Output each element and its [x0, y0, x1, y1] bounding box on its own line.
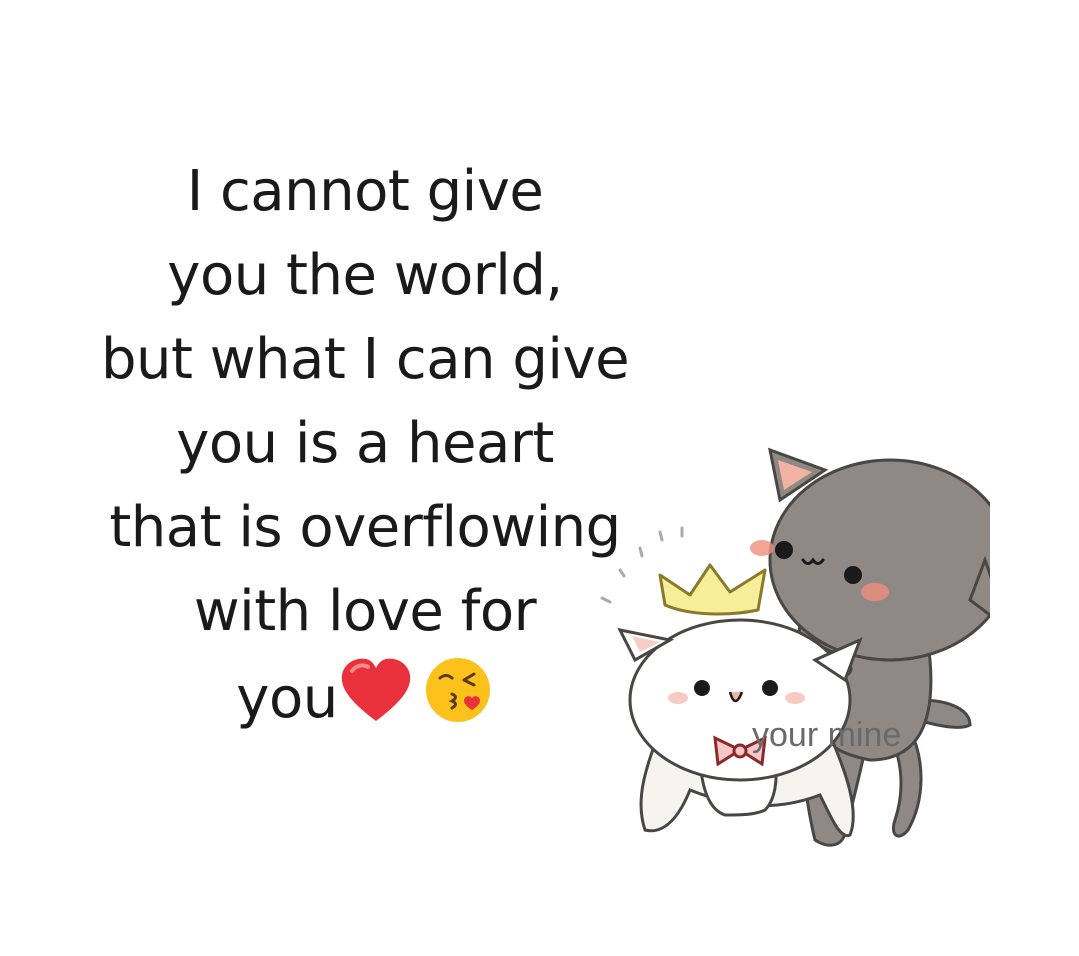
quote-line-1: I cannot give: [186, 159, 544, 224]
quote-line-7: [60, 654, 670, 738]
quote-line-6: with love for: [193, 579, 537, 644]
cats-illustration: [590, 430, 990, 870]
quote-line-4: you is a heart: [176, 411, 554, 476]
crown-icon: [660, 565, 765, 614]
quote-text: [60, 150, 670, 738]
quote-line-2: you the world,: [167, 243, 563, 308]
quote-last-word: you: [236, 666, 338, 732]
heart-icon: [338, 655, 414, 749]
quote-line-5: that is overflowing: [109, 495, 621, 560]
illustration-caption: your mine: [752, 716, 902, 754]
kissing-face-icon: [422, 654, 494, 750]
quote-line-3: but what I can give: [100, 327, 630, 392]
